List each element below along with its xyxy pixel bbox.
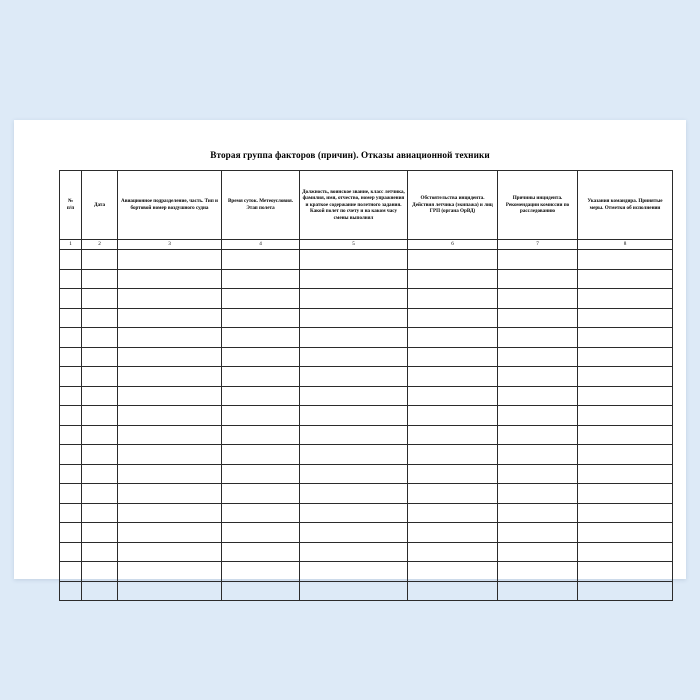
table-cell xyxy=(408,581,498,601)
table-cell xyxy=(300,386,408,406)
table-cell xyxy=(60,367,82,387)
table-cell xyxy=(498,289,578,309)
table-cell xyxy=(118,503,222,523)
table-cell xyxy=(498,269,578,289)
table-cell xyxy=(300,406,408,426)
table-cell xyxy=(60,503,82,523)
table-cell xyxy=(408,464,498,484)
table-cell xyxy=(82,503,118,523)
table-cell xyxy=(578,542,673,562)
table-cell xyxy=(82,250,118,270)
table-cell xyxy=(408,367,498,387)
table-cell xyxy=(578,425,673,445)
table-cell xyxy=(300,289,408,309)
table-cell xyxy=(118,523,222,543)
table-cell xyxy=(222,269,300,289)
table-cell xyxy=(118,250,222,270)
table-cell xyxy=(300,347,408,367)
table-cell xyxy=(60,581,82,601)
table-cell xyxy=(578,328,673,348)
table-row xyxy=(60,542,673,562)
table-cell xyxy=(408,406,498,426)
table-cell xyxy=(300,503,408,523)
table-cell xyxy=(498,464,578,484)
table-cell xyxy=(498,523,578,543)
table-row xyxy=(60,406,673,426)
column-number-7: 7 xyxy=(498,240,578,250)
table-cell xyxy=(408,250,498,270)
table-cell xyxy=(118,269,222,289)
table-cell xyxy=(300,464,408,484)
table-cell xyxy=(578,269,673,289)
table-cell xyxy=(82,445,118,465)
table-cell xyxy=(578,386,673,406)
table-cell xyxy=(300,328,408,348)
table-cell xyxy=(118,289,222,309)
table-cell xyxy=(60,406,82,426)
table-cell xyxy=(118,464,222,484)
table-cell xyxy=(408,328,498,348)
table-cell xyxy=(82,308,118,328)
table-cell xyxy=(498,425,578,445)
table-cell xyxy=(578,289,673,309)
table-cell xyxy=(118,308,222,328)
table-cell xyxy=(408,445,498,465)
table-cell xyxy=(60,269,82,289)
column-header-circumstances: Обстоятельства инцидента. Действия летчика (экипажа) и лиц ГРП (органа ОрВД) xyxy=(408,171,498,240)
table-cell xyxy=(60,425,82,445)
table-cell xyxy=(498,445,578,465)
table-cell xyxy=(60,289,82,309)
table-cell xyxy=(60,328,82,348)
table-cell xyxy=(82,581,118,601)
table-cell xyxy=(408,425,498,445)
table-cell xyxy=(408,503,498,523)
column-header-crew-task: Должность, воинское звание, класс летчика, фамилия, имя, отчество, номер упражнения и краткое содержание полетного задания. Какой полет по счету и на каком часу смены выполнял xyxy=(300,171,408,240)
table-cell xyxy=(578,464,673,484)
table-cell xyxy=(222,289,300,309)
table-cell xyxy=(60,523,82,543)
table-cell xyxy=(82,289,118,309)
table-cell xyxy=(498,503,578,523)
table-cell xyxy=(118,562,222,582)
table-row xyxy=(60,581,673,601)
table-cell xyxy=(578,445,673,465)
table-cell xyxy=(578,503,673,523)
table-cell xyxy=(118,581,222,601)
column-header-time-weather-stage: Время суток. Метеоусловия. Этап полета xyxy=(222,171,300,240)
table-cell xyxy=(60,484,82,504)
table-cell xyxy=(300,484,408,504)
table-cell xyxy=(498,562,578,582)
table-cell xyxy=(82,269,118,289)
table-cell xyxy=(222,484,300,504)
table-cell xyxy=(498,542,578,562)
table-cell xyxy=(498,250,578,270)
table-cell xyxy=(222,523,300,543)
column-number-1: 1 xyxy=(60,240,82,250)
table-cell xyxy=(498,347,578,367)
column-number-3: 3 xyxy=(118,240,222,250)
document-page xyxy=(14,120,686,579)
table-cell xyxy=(300,367,408,387)
table-cell xyxy=(498,386,578,406)
table-cell xyxy=(300,542,408,562)
table-cell xyxy=(82,386,118,406)
table-cell xyxy=(82,367,118,387)
table-cell xyxy=(578,347,673,367)
table-row xyxy=(60,367,673,387)
table-cell xyxy=(300,250,408,270)
table-cell xyxy=(118,484,222,504)
column-number-row xyxy=(60,240,673,250)
column-header-number: № п/п xyxy=(60,171,82,240)
table-cell xyxy=(118,406,222,426)
table-cell xyxy=(60,562,82,582)
table-cell xyxy=(118,386,222,406)
column-header-date: Дата xyxy=(82,171,118,240)
table-cell xyxy=(498,328,578,348)
table-cell xyxy=(408,562,498,582)
table-cell xyxy=(222,308,300,328)
table-cell xyxy=(118,328,222,348)
table-cell xyxy=(222,581,300,601)
table-cell xyxy=(498,367,578,387)
table-cell xyxy=(82,406,118,426)
table-cell xyxy=(82,523,118,543)
table-cell xyxy=(300,445,408,465)
table-cell xyxy=(408,523,498,543)
table-body xyxy=(60,250,673,601)
table-cell xyxy=(82,328,118,348)
table-cell xyxy=(60,386,82,406)
table-cell xyxy=(222,367,300,387)
table-cell xyxy=(578,406,673,426)
table-row xyxy=(60,328,673,348)
table-cell xyxy=(222,445,300,465)
table-cell xyxy=(578,308,673,328)
table-cell xyxy=(118,425,222,445)
table-cell xyxy=(578,367,673,387)
column-header-commander-orders: Указания командира. Принятые меры. Отметки об исполнении xyxy=(578,171,673,240)
table-row xyxy=(60,503,673,523)
table-row xyxy=(60,523,673,543)
page-title: Вторая группа факторов (причин). Отказы авиационной техники xyxy=(210,150,490,160)
table-cell xyxy=(578,581,673,601)
table-cell xyxy=(300,523,408,543)
column-header-unit-aircraft: Авиационное подразделение, часть. Тип и бортовой номер воздушного судна xyxy=(118,171,222,240)
table-cell xyxy=(60,445,82,465)
table-cell xyxy=(408,386,498,406)
column-number-8: 8 xyxy=(578,240,673,250)
table-row xyxy=(60,347,673,367)
table-row xyxy=(60,445,673,465)
table-cell xyxy=(118,542,222,562)
table-cell xyxy=(498,581,578,601)
table-cell xyxy=(222,328,300,348)
column-number-2: 2 xyxy=(82,240,118,250)
table-cell xyxy=(82,464,118,484)
table-cell xyxy=(578,250,673,270)
table-cell xyxy=(222,250,300,270)
table-cell xyxy=(498,484,578,504)
table-row xyxy=(60,425,673,445)
table-cell xyxy=(82,425,118,445)
table-row xyxy=(60,464,673,484)
table-cell xyxy=(60,464,82,484)
table-cell xyxy=(498,308,578,328)
table-cell xyxy=(300,308,408,328)
table-header-row xyxy=(60,171,673,240)
table-cell xyxy=(498,406,578,426)
table-cell xyxy=(222,425,300,445)
table-cell xyxy=(408,269,498,289)
table-row xyxy=(60,484,673,504)
table-cell xyxy=(408,308,498,328)
table-cell xyxy=(222,542,300,562)
table-cell xyxy=(578,484,673,504)
table-cell xyxy=(222,406,300,426)
table-cell xyxy=(82,562,118,582)
table-row xyxy=(60,250,673,270)
column-number-4: 4 xyxy=(222,240,300,250)
table-cell xyxy=(300,562,408,582)
table-cell xyxy=(118,445,222,465)
column-header-causes-recommendations: Причины инцидента. Рекомендации комиссии по расследованию xyxy=(498,171,578,240)
table-cell xyxy=(300,269,408,289)
table-cell xyxy=(60,250,82,270)
incident-register-table xyxy=(59,170,673,601)
table-cell xyxy=(222,503,300,523)
table-row xyxy=(60,308,673,328)
table-cell xyxy=(578,523,673,543)
table-cell xyxy=(578,562,673,582)
table-cell xyxy=(408,289,498,309)
column-number-6: 6 xyxy=(408,240,498,250)
table-row xyxy=(60,562,673,582)
table-row xyxy=(60,386,673,406)
table-header xyxy=(60,171,673,250)
table-cell xyxy=(118,367,222,387)
table-cell xyxy=(82,542,118,562)
table-cell xyxy=(222,562,300,582)
table-cell xyxy=(300,425,408,445)
table-cell xyxy=(408,542,498,562)
table-cell xyxy=(60,347,82,367)
table-row xyxy=(60,269,673,289)
table-cell xyxy=(300,581,408,601)
table-cell xyxy=(222,347,300,367)
table-cell xyxy=(82,347,118,367)
table-cell xyxy=(222,386,300,406)
table-cell xyxy=(408,347,498,367)
table-cell xyxy=(408,484,498,504)
table-cell xyxy=(60,308,82,328)
table-cell xyxy=(222,464,300,484)
table-row xyxy=(60,289,673,309)
column-number-5: 5 xyxy=(300,240,408,250)
table-cell xyxy=(60,542,82,562)
table-cell xyxy=(82,484,118,504)
table-cell xyxy=(118,347,222,367)
